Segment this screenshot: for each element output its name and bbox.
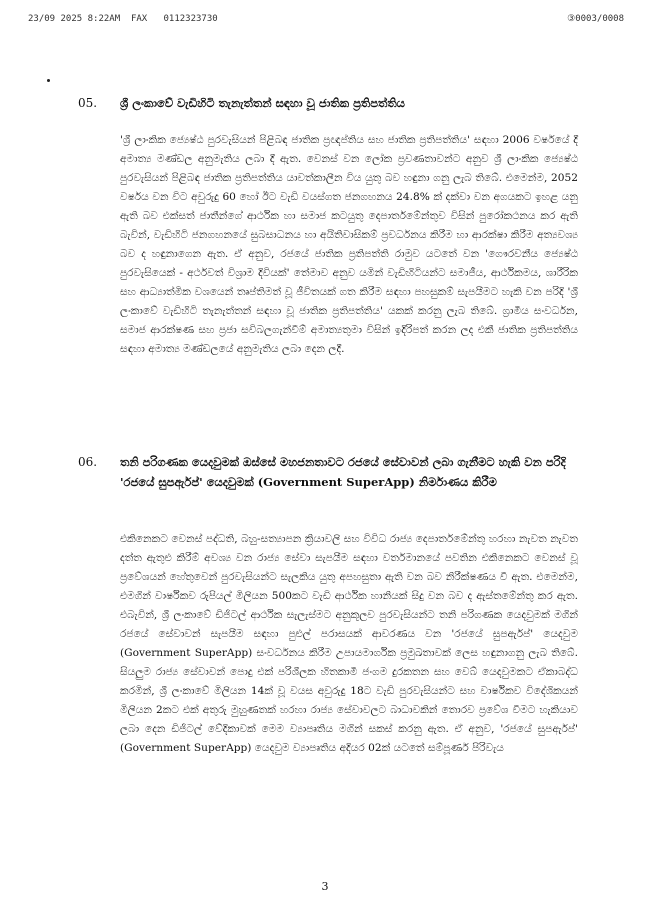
- section-05-body: 'ශ්‍රී ලාංකික ජ්‍යෙෂ්ඨ පුරවැසියන් පිළිබඳ ජාතික ප්‍රඥප්තිය සහ ජාතික ප්‍රතිපත්තිය' සඳහා 2006 වර්ෂයේ දී අමාත්‍ය මණ්ඩල අනුමැතිය ලබා දී ඇත. වෙනස් වන ලෝක ප්‍රවණතාවන්ට අනුව ශ්‍රී ලාංකික ජ්‍යෙෂ්ඨ පුරවැසියන් පිළිබඳ ජාතික ප්‍රතිපත්තිය යාවත්කාලීන විය යුතු බව හඳුනා ගනු ලැබ තිබේ. එමෙන්ම, 2052 වර්ෂය වන විට අවුරුදු 60 හෝ ඊට වැඩි වයස්ගත ජනගහනය 24.8% ක් දක්වා වන අගයකට ඉහළ යනු ඇති බව එක්සත් ජාතීන්ගේ ආර්ථික හා සමාජ කටයුතු දෙපාර්තමේන්තුව විසින් පුරෝකථනය කර ඇති බැවින්, වැඩිහිටි ජනගහනයේ සුබසාධනය හා අයිතිවාසිකම් ප්‍රවර්ධනය කිරීම හා ආරක්ෂා කිරීම අත්‍යවශ්‍ය බව ද හඳුනාගෙන ඇත. ඒ අනුව, රජයේ ජාතික ප්‍රතිපත්ති රාමුව යටතේ වන 'ගෞරවනීය ජ්‍යෙෂ්ඨ පුරවැසියෙක් - අර්ථවත් විශ්‍රාම දිවියක්' තේමාව අනුව යමින් වැඩිහිටියන්ට සමාජීය, ආර්ථිකමය, ශාරීරික සහ ආධ්‍යාත්මික වශයෙන් තෘප්තිමත් වූ ජීවිතයක් ගත කිරීම සඳහා පහසුකම් සැපයීමට හැකි වන පරිදි 'ශ්‍රී ලංකාවේ වැඩිහිටි තැනැත්තන් සඳහා වූ ජාතික ප්‍රතිපත්තිය' යකක් කරනු ලැබ තිබේ. ග්‍රාමීය සංවර්ධන, සමාජ ආරක්ෂණ සහ ප්‍රජා සවිබලගැන්වීම් අමාත්‍යතුමා විසින් ඉදිරිපත් කරන ලද එකී ජාතික ප්‍රතිපත්තිය සඳහා අමාත්‍ය මණ්ඩලයේ අනුමැතිය ලබා දෙන ලදී.: [120, 134, 578, 355]
- fax-header: [28, 14, 624, 28]
- fax-label: FAX: [130, 14, 148, 24]
- bullet-dot: [47, 79, 50, 82]
- section-05-title: ශ්‍රී ලංකාවේ වැඩිහිටි තැනැත්තන් සඳහා වූ ජාතික ප්‍රතිපත්තිය: [120, 96, 405, 110]
- section-06-title: තනි පරිගණක යෙදවුමක් ඔස්සේ මහජනතාවට රජයේ සේවාවන් ලබා ගැනීමට හැකි වන පරිදි 'රජයේ සුපර්ඇප්' යෙදවුමක් (Government SuperApp) නිර්මාණය කිරීම: [120, 455, 566, 489]
- section-06-body: එකිනෙකට වෙනස් පද්ධති, බහු-සත්‍යාපන ක්‍රියාවලි සහ විවිධ රාජ්‍ය දෙපාර්තමේන්තු හරහා නැවත නැවත දත්ත ඇතුළු කිරීම් අවශ්‍ය වන රාජ්‍ය සේවා සැපයීම සඳහා වර්තමානයේ පවතින එකිනෙකට වෙනස් වූ ප්‍රවේශයන් හේතුවෙන් පුරවැසියන්ට සැලකිය යුතු අපහසුතා ඇති වන බව නිරීක්ෂණය වී ඇත. එමෙන්ම, එමගින් වාර්ෂිකව රුපියල් මිලියන 500කට වැඩි ආර්ථික හානියක් සිදු වන බව ද ඇස්තමේන්තු කර ඇත. එබැවින්, ශ්‍රී ලංකාවේ ඩිජිටල් ආර්ථික සැලැස්මට අනුකූලව පුරවැසියන්ට තනි පරිගණක යෙදවුමක් මගින් රජයේ සේවාවන් සැපයීම සඳහා පුළුල් පරාසයක් ආවරණය වන 'රජයේ සුපර්ඇප්' යෙදවුම (Government SuperApp) සංවර්ධනය කිරීම උපායමාර්ගික ප්‍රමුඛතාවක් ලෙස හඳුනාගනු ලැබ තිබේ. සියලුම රාජ්‍ය සේවාවන් පොදු එක් පරිශීලක හිතකාමී ජංගම දුරකතන සහ වෙබ් යෙදවුමකට ඒකාබද්ධ කරමින්, ශ්‍රී ලංකාවේ මිලියන 14ක් වූ වයස අවුරුදු 18ට වැඩි පුරවැසියන්ට සහ වාර්ෂිකව විදේශිකයන් මිලියන 2කට එක් අතුරු මුහුණතක් හරහා රාජ්‍ය සේවාවලට බාධාවකින් තොරව ප්‍රවේශ වීමට හැකියාව ලබා දෙන ඩිජිටල් වේදිකාවක් මෙම ව්‍යාපෘතිය මගින් සකස් කරනු ඇත. ඒ අනුව, 'රජයේ සුපර්ඇප්' (Government SuperApp) යෙදවුම ව්‍යාපෘතිය අදියර 02ක් යටතේ සම්පූර්ණ පිරිවැය: [120, 533, 578, 754]
- section-05-number: 05.: [78, 96, 98, 110]
- fax-header-left: [28, 14, 218, 24]
- section-06-number: 06.: [78, 455, 98, 469]
- page-number: 3: [321, 880, 329, 893]
- fax-number: 0112323730: [163, 14, 218, 24]
- fax-datetime: 23/09 2025 8:22AM: [28, 14, 121, 24]
- fax-page-counter: ③0003/0008: [567, 14, 624, 24]
